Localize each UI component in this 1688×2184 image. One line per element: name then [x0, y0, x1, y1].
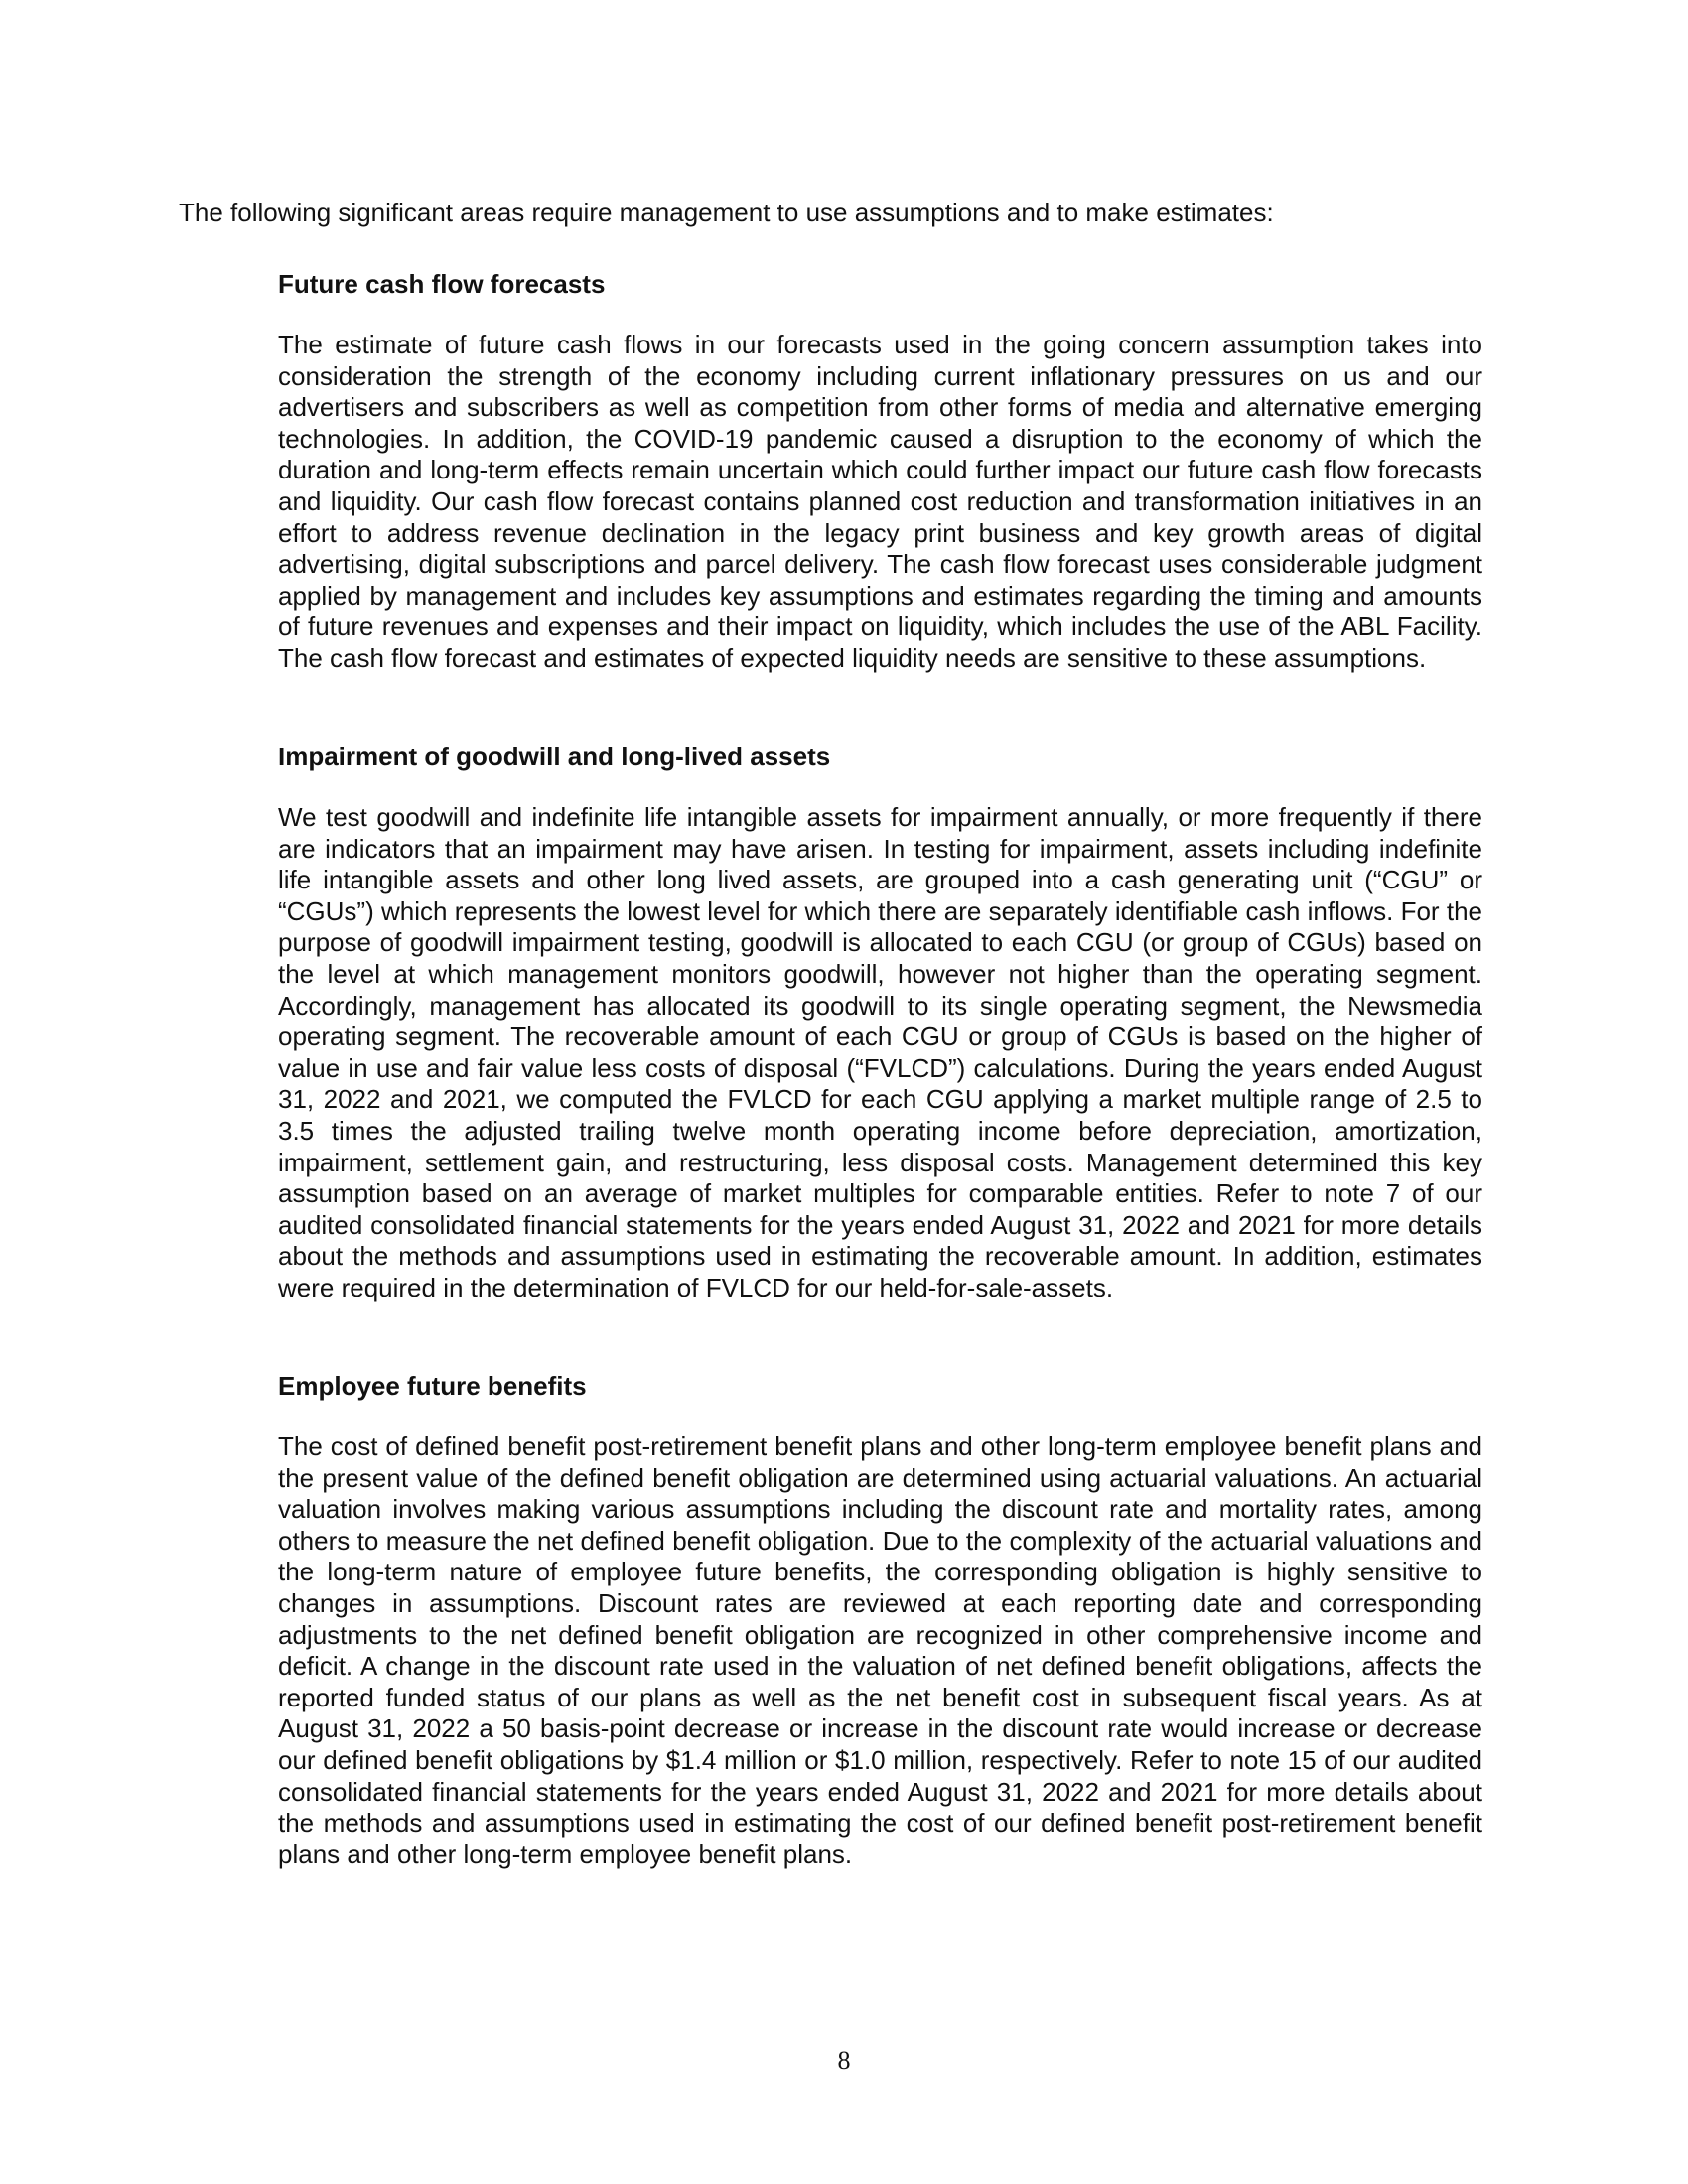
section-body-employee-future-benefits: The cost of defined benefit post-retirement benefit plans and other long-term employee benefit plans and the present value of the defined benefit obligation are determined using actuarial valuations. An actuarial valuation involves making various assumptions including the discount rate and mortality rates, among others to measure the net defined benefit obligation. Due to the complexity of the actuarial valuations and the long-term nature of employee future benefits, the corresponding obligation is highly sensitive to changes in assumptions. Discount rates are reviewed at each reporting date and corresponding adjustments to the net defined benefit obligation are recognized in other comprehensive income and deficit. A change in the discount rate used in the valuation of net defined benefit obligations, affects the reported funded status of our plans as well as the net benefit cost in subsequent fiscal years. As at August 31, 2022 a 50 basis-point decrease or increase in the discount rate would increase or decrease our defined benefit obligations by $1.4 million or $1.0 million, respectively. Refer to note 15 of our audited consolidated financial statements for the years ended August 31, 2022 and 2021 for more details about the methods and assumptions used in estimating the cost of our defined benefit post-retirement benefit plans and other long-term employee benefit plans.: [278, 1432, 1482, 1869]
section-heading-employee-future-benefits: Employee future benefits: [278, 1371, 587, 1401]
section-body-future-cash-flow-forecasts: The estimate of future cash flows in our forecasts used in the going concern assumption takes into consideration the strength of the economy including current inflationary pressures on us and our advertisers and subscribers as well as competition from other forms of media and alternative emerging technologies. In addition, the COVID-19 pandemic caused a disruption to the economy of which the duration and long-term effects remain uncertain which could further impact our future cash flow forecasts and liquidity. Our cash flow forecast contains planned cost reduction and transformation initiatives in an effort to address revenue declination in the legacy print business and key growth areas of digital advertising, digital subscriptions and parcel delivery. The cash flow forecast uses considerable judgment applied by management and includes key assumptions and estimates regarding the timing and amounts of future revenues and expenses and their impact on liquidity, which includes the use of the ABL Facility. The cash flow forecast and estimates of expected liquidity needs are sensitive to these assumptions.: [278, 330, 1482, 673]
section-heading-future-cash-flow-forecasts: Future cash flow forecasts: [278, 269, 606, 299]
section-heading-impairment-of-goodwill: Impairment of goodwill and long-lived assets: [278, 742, 831, 771]
intro-paragraph: The following significant areas require management to use assumptions and to make estimates:: [179, 198, 1274, 227]
section-body-impairment-of-goodwill: We test goodwill and indefinite life intangible assets for impairment annually, or more frequently if there are indicators that an impairment may have arisen. In testing for impairment, assets including indefinite life intangible assets and other long lived assets, are grouped into a cash generating unit (“CGU” or “CGUs”) which represents the lowest level for which there are separately identifiable cash inflows. For the purpose of goodwill impairment testing, goodwill is allocated to each CGU (or group of CGUs) based on the level at which management monitors goodwill, however not higher than the operating segment. Accordingly, management has allocated its goodwill to its single operating segment, the Newsmedia operating segment. The recoverable amount of each CGU or group of CGUs is based on the higher of value in use and fair value less costs of disposal (“FVLCD”) calculations. During the years ended August 31, 2022 and 2021, we computed the FVLCD for each CGU applying a market multiple range of 2.5 to 3.5 times the adjusted trailing twelve month operating income before depreciation, amortization, impairment, settlement gain, and restructuring, less disposal costs. Management determined this key assumption based on an average of market multiples for comparable entities. Refer to note 7 of our audited consolidated financial statements for the years ended August 31, 2022 and 2021 for more details about the methods and assumptions used in estimating the recoverable amount. In addition, estimates were required in the determination of FVLCD for our held-for-sale-assets.: [278, 802, 1482, 1302]
page-number: 8: [837, 2046, 851, 2075]
